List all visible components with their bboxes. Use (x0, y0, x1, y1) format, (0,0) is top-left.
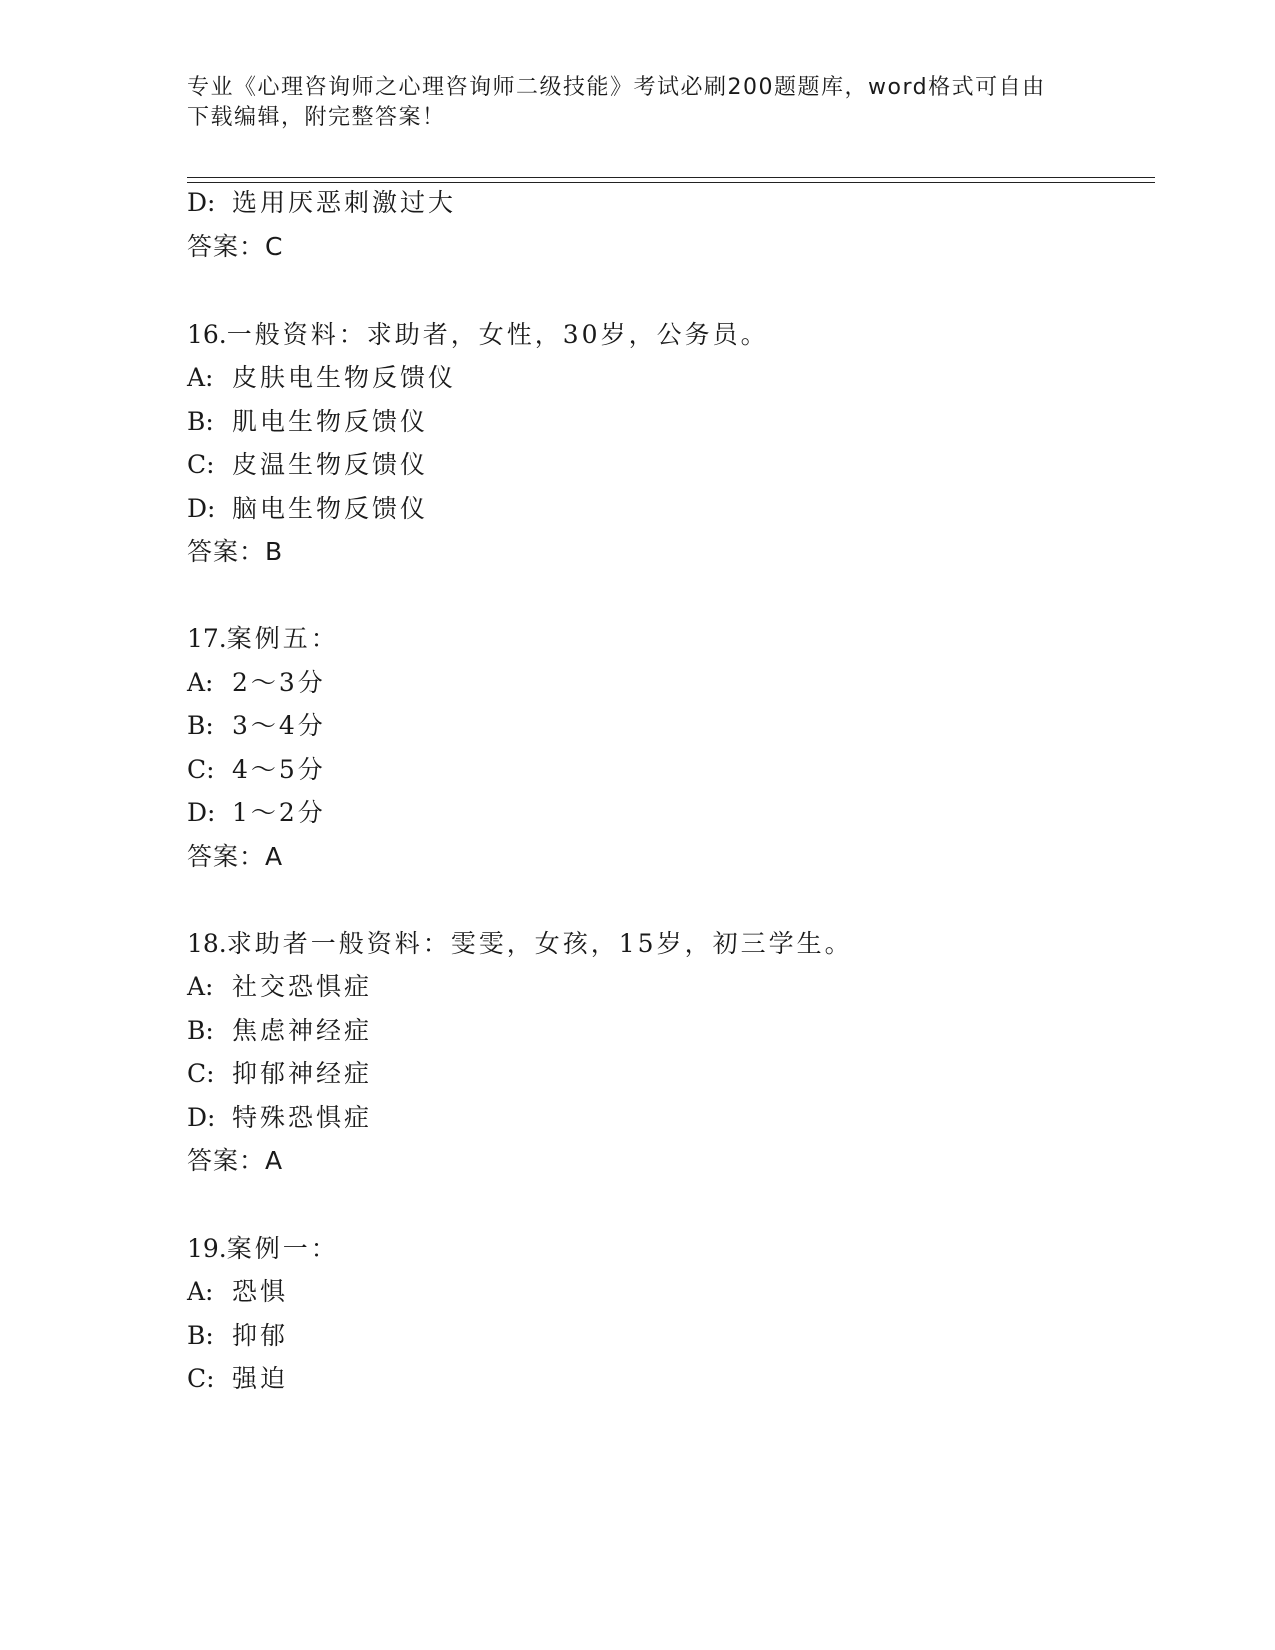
header-divider-top (187, 177, 1155, 178)
option-label: B: (187, 1016, 214, 1045)
option-text: 3～4分 (232, 711, 326, 740)
option-label: D: (187, 1103, 216, 1132)
option-label: C: (187, 450, 215, 479)
option-label: B: (187, 407, 214, 436)
option-text: 皮肤电生物反馈仪 (232, 363, 457, 392)
option-label: A: (187, 972, 214, 1001)
option-text: 脑电生物反馈仪 (232, 494, 429, 523)
document-header: 专业《心理咨询师之心理咨询师二级技能》考试必刷200题题库，word格式可自由下载编辑，附完整答案！ (187, 75, 1046, 130)
option-b (187, 1016, 372, 1046)
option-text: 皮温生物反馈仪 (232, 450, 429, 479)
answer-line: 答案：B (187, 537, 284, 566)
question-stem (187, 624, 339, 654)
option-label: B: (187, 711, 214, 740)
question-stem (187, 320, 769, 350)
option-label: C: (187, 755, 215, 784)
header-divider-bottom (187, 182, 1155, 183)
question-number: 19. (187, 1234, 227, 1263)
option-a (187, 972, 372, 1002)
option-text: 1～2分 (232, 798, 326, 827)
question-stem (187, 1234, 339, 1264)
question-text: 案例一： (226, 1234, 339, 1263)
option-d (187, 188, 456, 218)
option-a (187, 668, 326, 698)
option-label: D: (187, 798, 216, 827)
answer-line: 答案：C (187, 232, 284, 261)
option-label: C: (187, 1364, 215, 1393)
option-text: 强迫 (232, 1364, 289, 1393)
option-d (187, 798, 326, 828)
option-text: 特殊恐惧症 (232, 1103, 373, 1132)
question-text: 求助者一般资料：雯雯，女孩，15岁，初三学生。 (226, 929, 853, 958)
question-number: 16. (187, 320, 227, 349)
option-b (187, 407, 428, 437)
option-a (187, 363, 456, 393)
option-c (187, 1364, 288, 1394)
option-d (187, 494, 428, 524)
option-label: B: (187, 1321, 214, 1350)
question-text: 一般资料：求助者，女性，30岁，公务员。 (226, 320, 769, 349)
option-text: 社交恐惧症 (232, 972, 373, 1001)
option-c (187, 450, 428, 480)
option-b (187, 1321, 288, 1351)
option-text: 2～3分 (232, 668, 326, 697)
option-c (187, 1059, 372, 1089)
option-text: 肌电生物反馈仪 (232, 407, 429, 436)
option-label: A: (187, 363, 214, 392)
option-text: 4～5分 (232, 755, 326, 784)
option-text: 抑郁 (232, 1321, 289, 1350)
option-d (187, 1103, 372, 1133)
option-text: 焦虑神经症 (232, 1016, 373, 1045)
question-stem (187, 929, 853, 959)
option-c (187, 755, 326, 785)
option-label: D: (187, 494, 216, 523)
option-b (187, 711, 326, 741)
option-text: 抑郁神经症 (232, 1059, 373, 1088)
option-a (187, 1277, 288, 1307)
question-number: 18. (187, 929, 227, 958)
option-label: A: (187, 668, 214, 697)
option-label: C: (187, 1059, 215, 1088)
option-label: D: (187, 188, 216, 217)
question-number: 17. (187, 624, 227, 653)
answer-line: 答案：A (187, 1146, 284, 1175)
option-text: 选用厌恶刺激过大 (232, 188, 457, 217)
answer-line: 答案：A (187, 842, 284, 871)
option-label: A: (187, 1277, 214, 1306)
question-text: 案例五： (226, 624, 339, 653)
option-text: 恐惧 (232, 1277, 289, 1306)
